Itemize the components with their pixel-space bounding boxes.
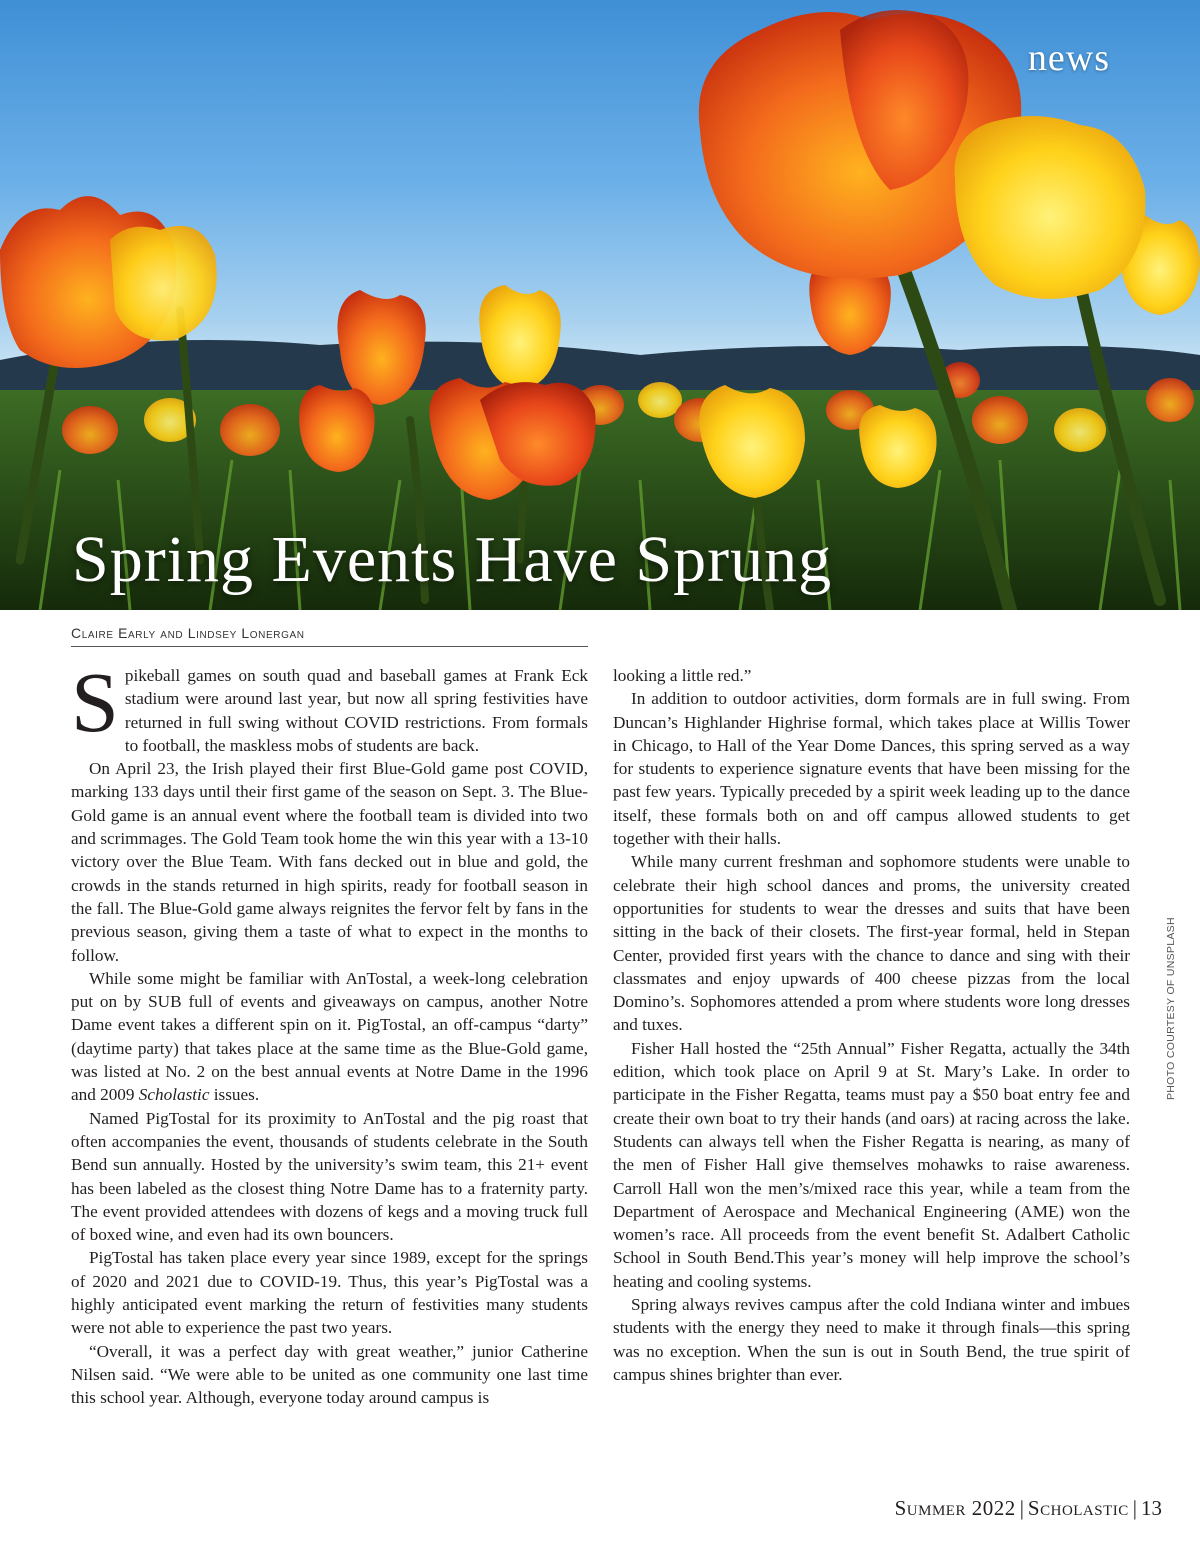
article-column-right xyxy=(613,664,1130,1386)
section-tag: news xyxy=(1027,37,1110,79)
drop-cap: S xyxy=(71,654,119,750)
article-paragraph: On April 23, the Irish played their first Blue-Gold game post COVID, marking 133 days until their first game of the season on Sept. 3. The Blue-Gold game is an annual event where the football team is divided into two and scrimmages. The Gold Team took home the win this year with a 13-10 victory over the Blue Team. With fans decked out in blue and gold, the crowds in the stands returned in high spirits, ready for football season in the fall. The Blue-Gold game always reignites the fervor felt by fans in the previous season, giving them a taste of what to expect in the months to follow. xyxy=(71,759,588,965)
article-paragraph: Named PigTostal for its proximity to AnTostal and the pig roast that often accompanies the event, thousands of students celebrate in the South Bend sun annually. Hosted by the university’s swim team, this 21+ event has been labeled as the closest thing Notre Dame has to a fraternity party. The event provided attendees with dozens of kegs and a moving truck full of boxed wine, and even had its own bouncers. xyxy=(71,1108,588,1245)
hero-photo xyxy=(0,0,1200,610)
article-paragraph: PigTostal has taken place every year since 1989, except for the springs of 2020 and 2021 due to COVID-19. Thus, this year’s PigTostal was a highly anticipated event marking the return of festivities many students were not able to experience the past two years. xyxy=(71,1248,588,1338)
folio-separator: | xyxy=(1019,1496,1024,1520)
byline: Claire Early and Lindsey Lonergan xyxy=(71,625,588,647)
page-number: 13 xyxy=(1141,1496,1162,1520)
tulip-field-illustration xyxy=(0,0,1200,610)
issue-season: Summer 2022 xyxy=(894,1496,1016,1520)
article-paragraph: Spikeball games on south quad and baseball games at Frank Eck stadium were around last year, but now all spring festivities have returned in full swing without COVID restrictions. From formals to football, the maskless mobs of students are back. xyxy=(71,654,588,755)
page-folio xyxy=(895,1496,1162,1521)
article-paragraph: “Overall, it was a perfect day with great weather,” junior Catherine Nilsen said. “We were able to be united as one community one last time this school year. Although, everyone today around campus is xyxy=(71,1341,588,1408)
publication-name: Scholastic xyxy=(1027,1496,1129,1520)
article-paragraph: While some might be familiar with AnTostal, a week-long celebration put on by SUB full of events and giveaways on campus, another Notre Dame event takes a different spin on it. PigTostal, an off-campus “darty” (daytime party) that takes place at the same time as the Blue-Gold game, was listed at No. 2 on the best annual events at Notre Dame in the 1996 and 2009 Scholastic issues. xyxy=(71,968,588,1105)
article-paragraph: Fisher Hall hosted the “25th Annual” Fisher Regatta, actually the 34th edition, which took place on April 9 at St. Mary’s Lake. In order to participate in the Fisher Regatta, teams must pay a $50 boat entry fee and create their own boat to try their hands (and oars) at racing across the lake. Students can always tell when the Fisher Regatta is nearing, as many of the men of Fisher Hall give themselves mohawks to raise awareness. Carroll Hall won the men’s/mixed race this year, while a team from the Department of Aerospace and Mechanical Engineering (AME) won the women’s race. All proceeds from the event benefit St. Adalbert Catholic School in South Bend.This year’s money will help improve the school’s heating and cooling systems. xyxy=(613,1038,1130,1291)
article-paragraph: In addition to outdoor activities, dorm formals are in full swing. From Duncan’s Highlander Highrise formal, which takes place at Willis Tower in Chicago, to Hall of the Year Dome Dances, this spring served as a way for students to experience signature events that have been missing for the past few years. Typically preceded by a spirit week leading up to the dance itself, these formals both on and off campus allowed students to get together with their halls. xyxy=(613,689,1130,849)
article-column-left xyxy=(71,654,588,1410)
article-headline: Spring Events Have Sprung xyxy=(72,523,833,596)
photo-credit: PHOTO COURTESY OF UNSPLASH xyxy=(1165,917,1177,1100)
article-paragraph: Spring always revives campus after the cold Indiana winter and imbues students with the energy they need to make it through finals—this spring was no exception. When the sun is out in South Bend, the true spirit of campus shines brighter than ever. xyxy=(613,1295,1130,1384)
folio-separator: | xyxy=(1132,1496,1137,1520)
article-paragraph: While many current freshman and sophomore students were unable to celebrate their high school dances and proms, the university created opportunities for students to wear the dresses and suits that have been sitting in the back of their closets. The first-year formal, held in Stepan Center, provided first years with the chance to dance and sing with their classmates and enjoy upwards of 400 cheese pizzas from the local Domino’s. Sophomores attended a prom where students wore long dresses and tuxes. xyxy=(613,852,1130,1035)
article-paragraph-continued: looking a little red.” xyxy=(613,666,752,685)
